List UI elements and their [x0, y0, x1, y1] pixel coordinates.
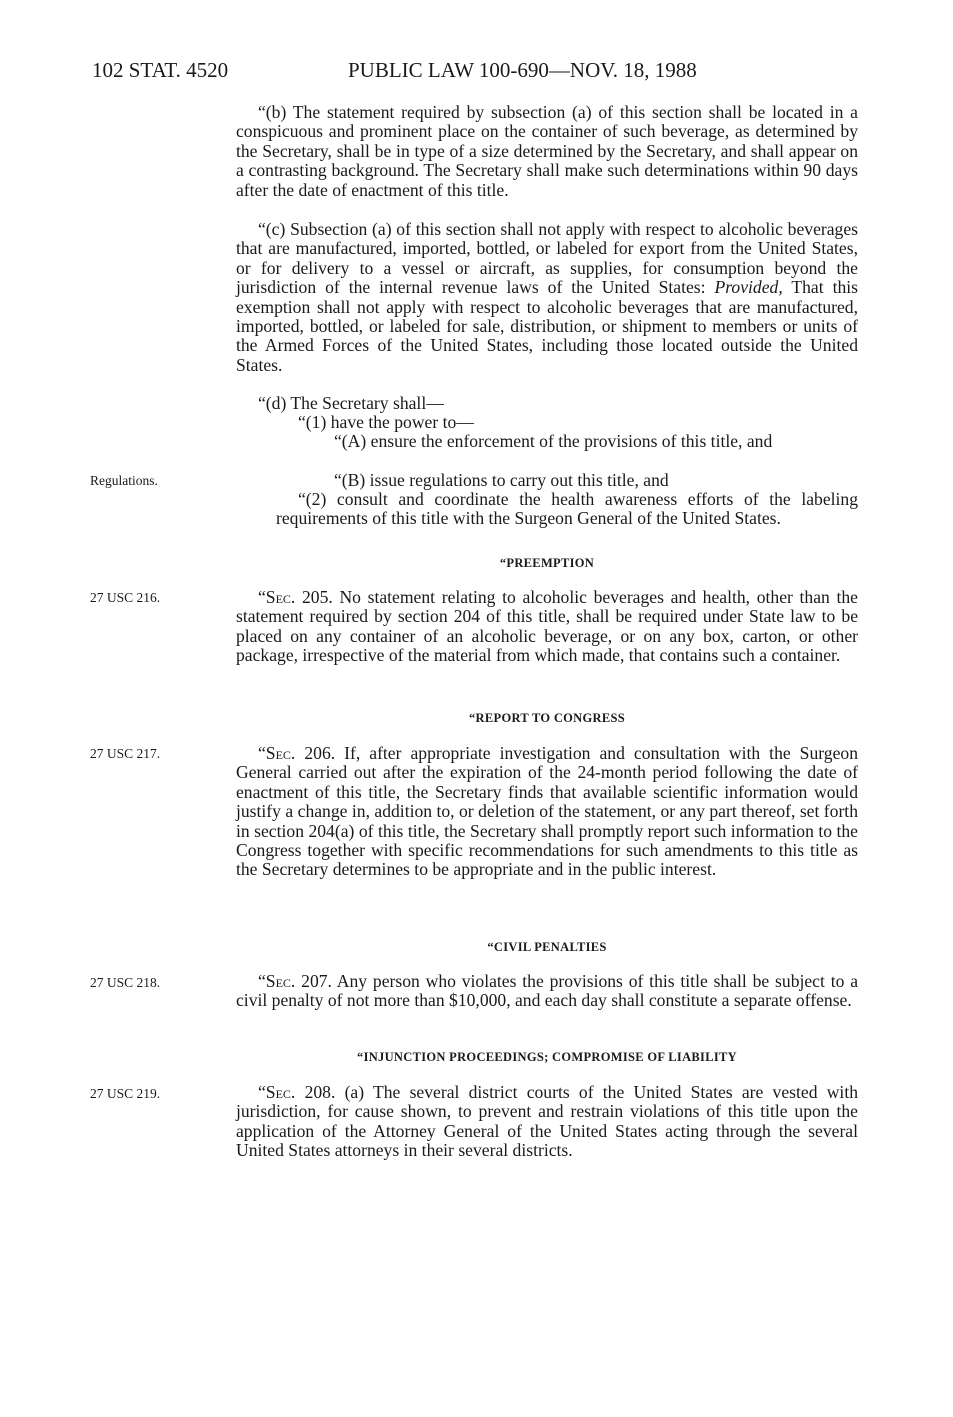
section-206-text: 206. If, after appropriate investigation and consultation with the Surgeon General carried out after the expiration of the 24-month period following the date of enactment of this title, the Secretary finds that available scientific information would justify a change in, addition to, or deletion of the statement, or any part thereof, set forth in section 204(a) of this title, the Secretary shall promptly report such information to the Congress together with specific recommendations for such amendments to this title as the Secretary determines to be appropriate and in the public interest. — [236, 743, 858, 880]
subparagraph-a — [316, 432, 858, 451]
section-208-text: 208. (a) The several district courts of the United States are vested with jurisdiction, for cause shown, to prevent and restrain violations of this title upon the application of the Attorney General of the United States acting through the several United States attorneys in their several districts. — [236, 1082, 858, 1161]
paragraph-d1 — [298, 413, 858, 432]
section-205-text: 205. No statement relating to alcoholic beverages and health, other than the statement required by section 204 of this title, shall be required under State law to be placed on any container of an alcoholic beverage, or on any box, carton, or other package, irrespective of the material from which made, that contains such a container. — [236, 587, 858, 666]
margin-note-27-usc-216: 27 USC 216. — [90, 590, 161, 605]
subsection-b — [236, 103, 858, 200]
section-208 — [236, 1083, 858, 1161]
subsection-d — [236, 394, 858, 413]
paragraph-d1-text: “(1) have the power to— — [298, 412, 474, 432]
section-207 — [236, 972, 858, 1011]
section-205-label: “Sec. — [258, 587, 296, 607]
margin-note-27-usc-219: 27 USC 219. — [90, 1086, 161, 1101]
subsection-c-text-after: That this exemption shall not apply with respect to alcoholic beverages that are manufactured, imported, bottled, or labeled for sale, distribution, or shipment to members or units of the Armed Forces of the United States, including those located outside the United States. — [236, 277, 858, 375]
heading-civil-penalties: “CIVIL PENALTIES — [487, 940, 607, 954]
subsection-b-text: “(b) The statement required by subsection (a) of this section shall be located in a conspicuous and prominent place on the container of such beverage, as determined by the Secretary, shall be in type of a size determined by the Secretary, and shall appear on a contrasting background. The Secretary shall make such determinations within 90 days after the date of enactment of this title. — [236, 102, 858, 200]
section-208-label: “Sec. — [258, 1082, 296, 1102]
public-law-title: PUBLIC LAW 100-690—NOV. 18, 1988 — [348, 58, 697, 82]
section-206 — [236, 744, 858, 880]
heading-injunction-proceedings: “INJUNCTION PROCEEDINGS; COMPROMISE OF LIABILITY — [357, 1050, 737, 1064]
subsection-c — [236, 220, 858, 375]
subparagraph-b-text: “(B) issue regulations to carry out this title, and — [334, 470, 669, 490]
section-205 — [236, 588, 858, 666]
provided-proviso: Provided, — [714, 277, 783, 298]
subparagraph-a-text: “(A) ensure the enforcement of the provisions of this title, and — [334, 431, 773, 451]
section-206-label: “Sec. — [258, 743, 296, 763]
subparagraph-b — [334, 471, 858, 490]
section-207-label: “Sec. — [258, 971, 296, 991]
margin-note-27-usc-218: 27 USC 218. — [90, 975, 161, 990]
paragraph-d2 — [276, 490, 858, 529]
subsection-d-text: “(d) The Secretary shall— — [258, 393, 444, 413]
page-header — [92, 58, 872, 88]
heading-preemption: “PREEMPTION — [499, 556, 595, 570]
paragraph-d2-text: “(2) consult and coordinate the health awareness efforts of the labeling requirements of this title with the Surgeon General of the United States. — [276, 489, 858, 529]
heading-report-to-congress: “REPORT TO CONGRESS — [469, 711, 625, 725]
margin-note-27-usc-217: 27 USC 217. — [90, 746, 161, 761]
subsection-c-text-before: “(c) Subsection (a) of this section shall not apply with respect to alcoholic beverages that are manufactured, imported, bottled, or labeled for export from the United States, or for delivery to a vessel or aircraft, as supplies, for consumption beyond the jurisdiction of the internal revenue laws of the United States: — [236, 219, 858, 298]
section-207-text: 207. Any person who violates the provisions of this title shall be subject to a civil penalty of not more than $10,000, and each day shall constitute a separate offense. — [236, 971, 859, 1011]
statute-page-number: 102 STAT. 4520 — [92, 58, 229, 82]
margin-note-regulations: Regulations. — [90, 473, 158, 488]
